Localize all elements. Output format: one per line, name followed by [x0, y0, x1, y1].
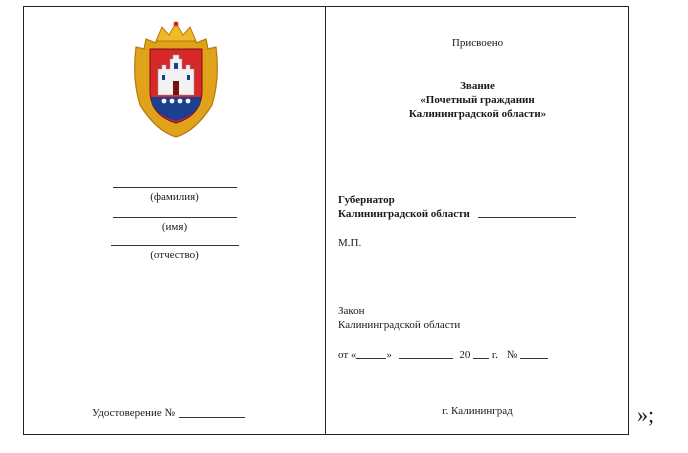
awarded-text: Присвоено	[451, 37, 504, 49]
name-caption: (имя)	[161, 221, 188, 233]
law-month-blank	[399, 348, 453, 359]
law-year: 20	[459, 349, 471, 361]
law-date-line	[338, 348, 548, 361]
certificate-number	[92, 407, 245, 419]
certificate-card	[23, 6, 629, 435]
law-year-blank	[473, 348, 489, 359]
surname-line	[113, 187, 237, 188]
law-from: от «	[338, 349, 357, 361]
closing-mark: »;	[637, 402, 655, 427]
law-quote-close: »	[386, 349, 392, 361]
name-field	[24, 217, 325, 233]
governor-region: Калининградской области	[338, 208, 470, 220]
city: г. Калининград	[442, 405, 513, 417]
seal-mark: М.П.	[338, 237, 362, 249]
governor-line-2	[338, 207, 576, 221]
law-year-suffix: г.	[491, 349, 498, 361]
law-block	[338, 304, 460, 332]
certificate-number-line	[179, 417, 245, 418]
law-number-blank	[520, 348, 548, 359]
title-line-2: «Почетный гражданин	[420, 94, 535, 106]
certificate-label: Удостоверение №	[92, 407, 175, 419]
left-panel	[24, 7, 325, 434]
surname-caption: (фамилия)	[150, 191, 199, 203]
law-day-blank	[356, 348, 386, 359]
governor-line-1: Губернатор	[338, 194, 395, 206]
governor-signature-line	[478, 217, 576, 218]
patronymic-caption: (отчество)	[150, 249, 199, 261]
governor-block	[338, 193, 576, 221]
patronymic-field	[24, 245, 325, 261]
title-line-3: Калининградской области»	[408, 108, 547, 120]
title-block	[326, 79, 629, 121]
right-panel	[326, 7, 629, 434]
title-line-1: Звание	[460, 80, 495, 92]
law-line-2: Калининградской области	[338, 319, 461, 331]
patronymic-line	[111, 245, 239, 246]
surname-field	[24, 187, 325, 203]
law-number-sign: №	[506, 349, 518, 361]
law-line-1: Закон	[338, 305, 365, 317]
coat-of-arms-icon	[126, 19, 226, 139]
name-line	[113, 217, 237, 218]
